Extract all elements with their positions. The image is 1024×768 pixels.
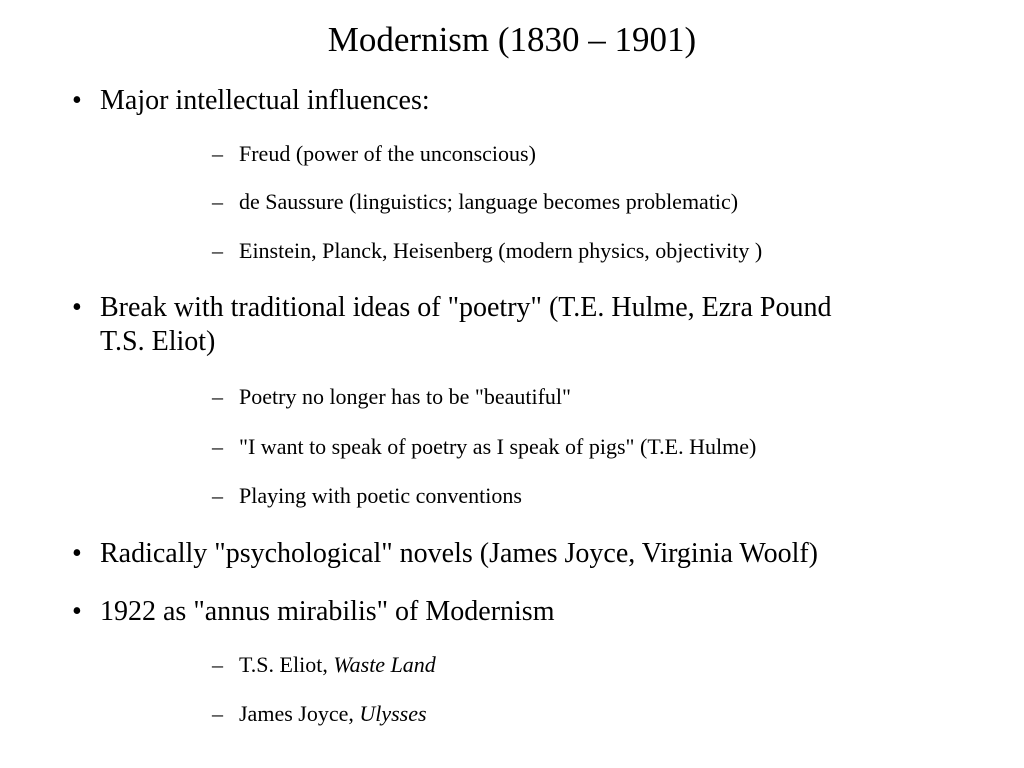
bullet-psychological-novels xyxy=(72,537,1002,571)
bullet-text: Radically "psychological" novels (James Joyce, Virginia Woolf) xyxy=(100,538,819,569)
sub-text-author: James Joyce, xyxy=(239,701,360,726)
slide-title: Modernism (1830 – 1901) xyxy=(327,20,697,59)
bullet-intellectual-influences xyxy=(72,84,1002,118)
bullet-marker: • xyxy=(72,596,82,627)
sub-marker: – xyxy=(212,652,223,677)
bullet-marker: • xyxy=(72,85,82,116)
sub-item-conventions xyxy=(212,482,1002,510)
bullet-annus-mirabilis xyxy=(72,595,1002,629)
bullet-break-with-poetry xyxy=(72,291,1002,359)
sub-text: de Saussure (linguistics; language becomes problematic) xyxy=(239,189,739,214)
bullet-text: Major intellectual influences: xyxy=(100,85,430,116)
sub-item-physics xyxy=(212,237,1002,265)
sub-text: Poetry no longer has to be "beautiful" xyxy=(239,384,571,409)
sub-item-waste-land xyxy=(212,651,1002,679)
sub-marker: – xyxy=(212,434,223,459)
sub-marker: – xyxy=(212,238,223,263)
sub-marker: – xyxy=(212,483,223,508)
sub-text-work-title: Ulysses xyxy=(359,701,427,726)
sub-marker: – xyxy=(212,141,223,166)
sub-item-beautiful xyxy=(212,383,1002,411)
sub-item-freud xyxy=(212,140,1002,168)
sub-text: Playing with poetic conventions xyxy=(239,483,522,508)
sub-marker: – xyxy=(212,701,223,726)
sub-text: "I want to speak of poetry as I speak of pigs" (T.E. Hulme) xyxy=(239,434,757,459)
sub-item-ulysses xyxy=(212,700,1002,728)
bullet-marker: • xyxy=(72,538,82,569)
sub-marker: – xyxy=(212,384,223,409)
sub-text: Freud (power of the unconscious) xyxy=(239,141,536,166)
bullet-text-line2: T.S. Eliot) xyxy=(100,326,216,357)
bullet-text: 1922 as "annus mirabilis" of Modernism xyxy=(100,596,555,627)
sub-text: Einstein, Planck, Heisenberg (modern physics, objectivity ) xyxy=(239,238,763,263)
bullet-marker: • xyxy=(72,292,82,323)
sub-text xyxy=(239,651,1002,679)
sub-text xyxy=(239,700,1002,728)
sub-item-saussure xyxy=(212,188,1002,216)
sub-text-author: T.S. Eliot, xyxy=(239,652,334,677)
bullet-text-line1: Break with traditional ideas of "poetry" (T.E. Hulme, Ezra Pound xyxy=(100,292,832,323)
sub-marker: – xyxy=(212,189,223,214)
sub-item-pigs-quote xyxy=(212,433,1002,461)
sub-text-work-title: Waste Land xyxy=(333,652,436,677)
